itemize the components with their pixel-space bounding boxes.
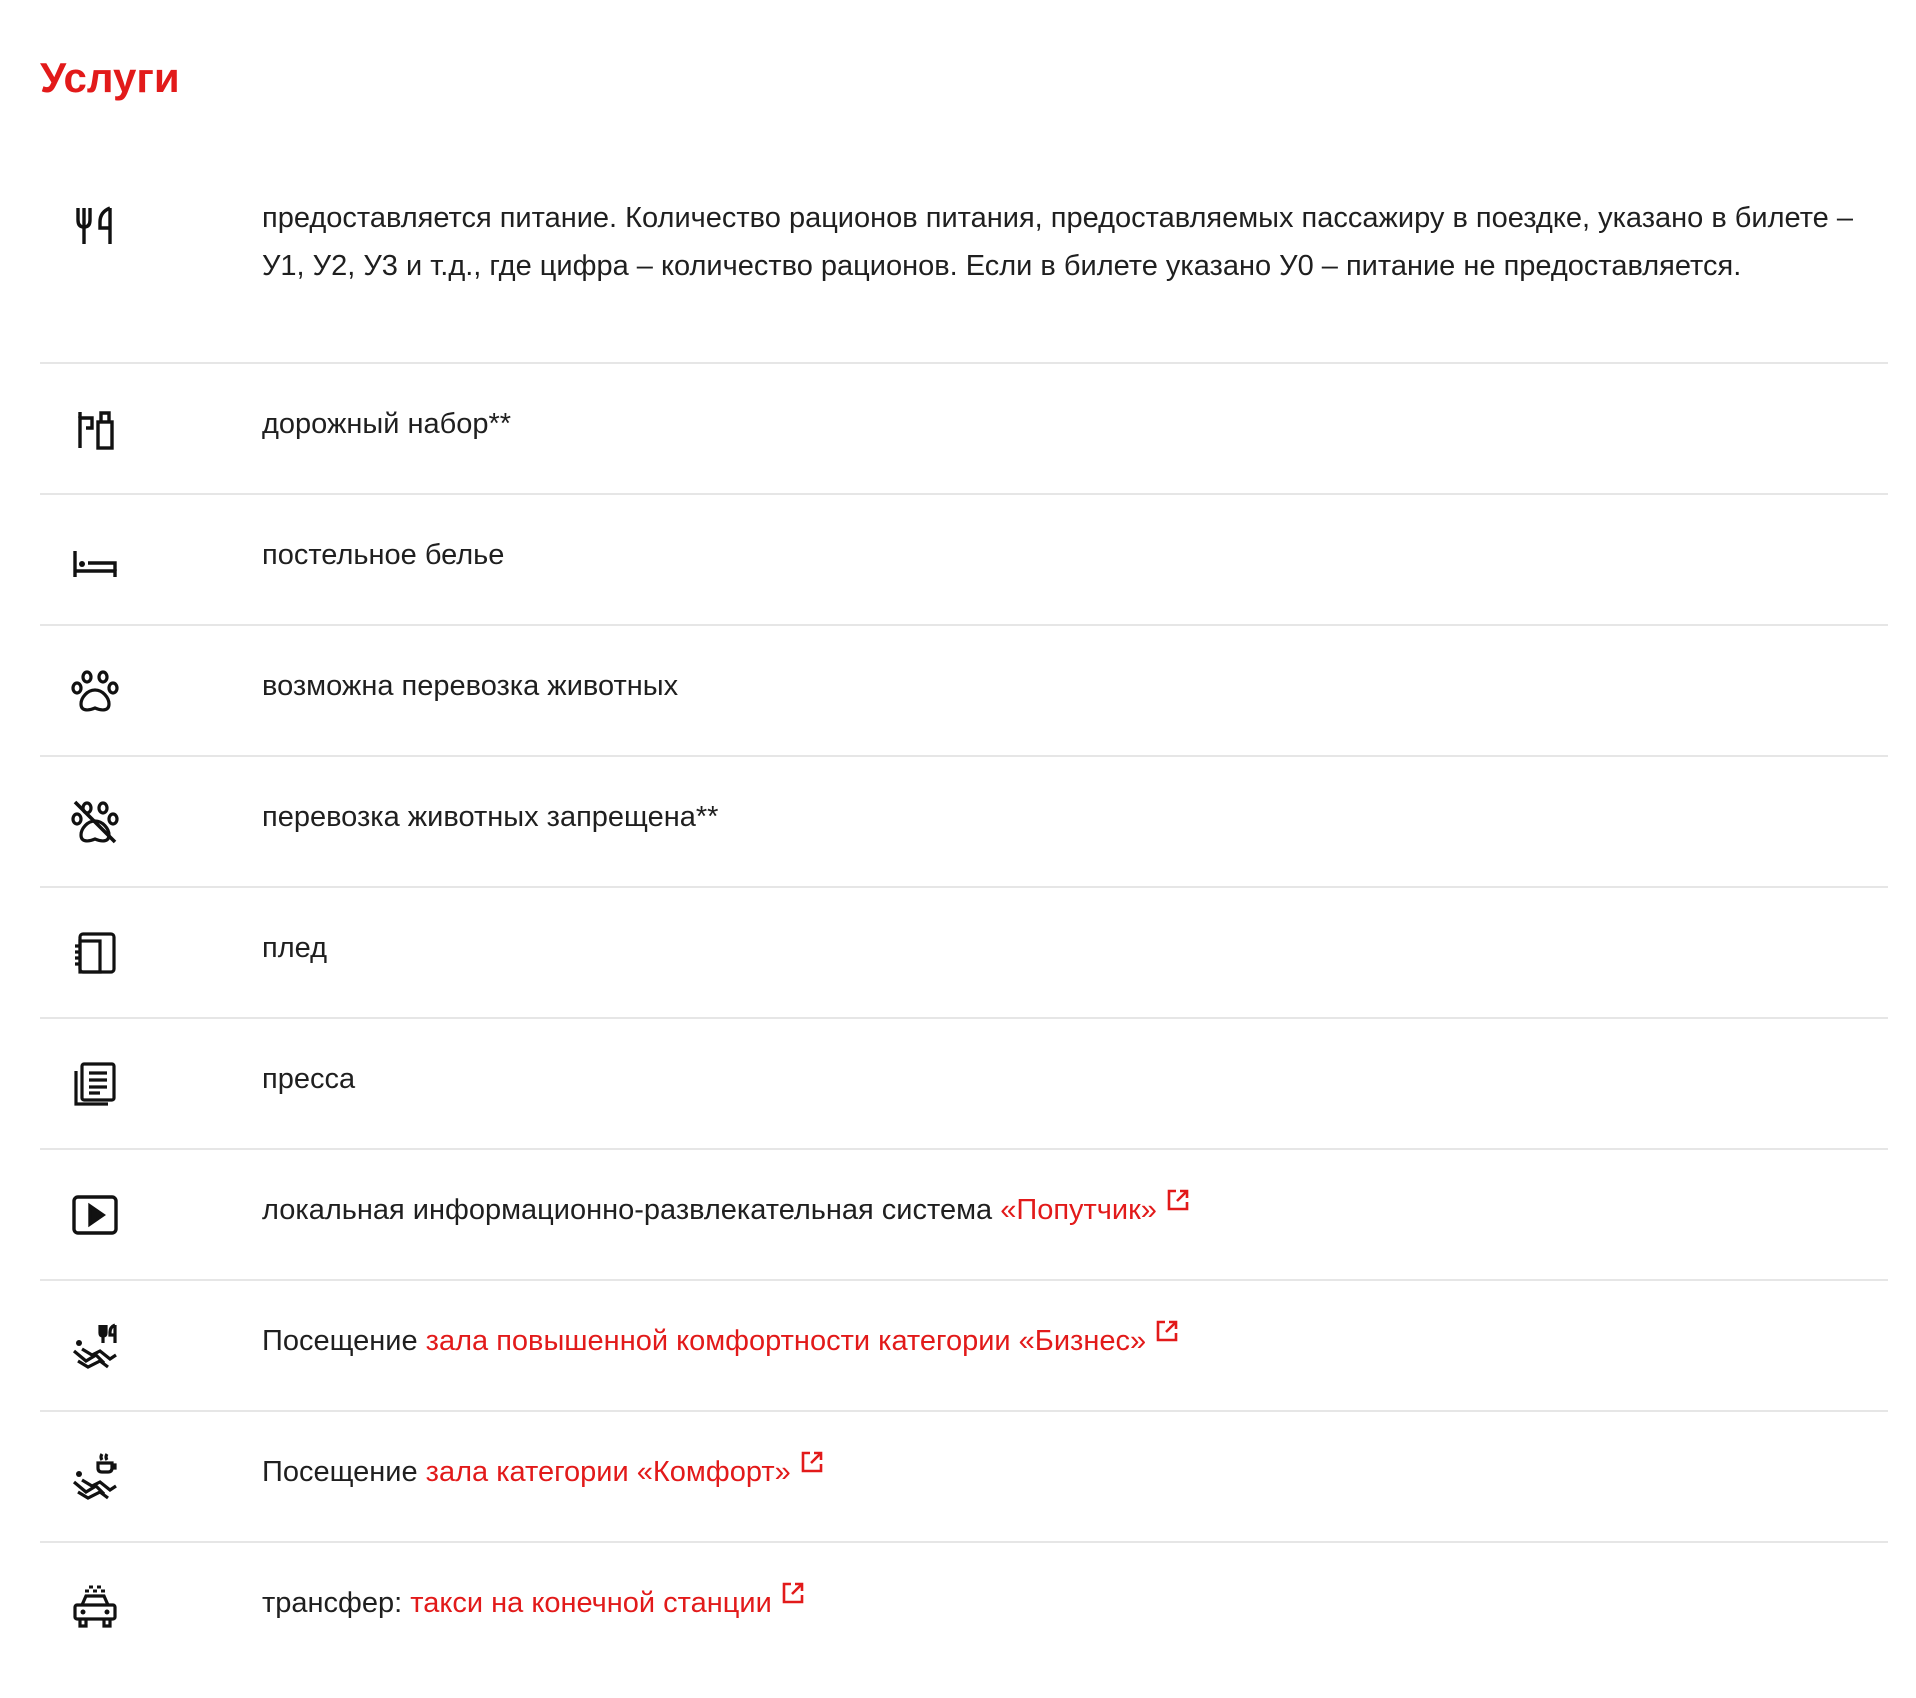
service-text-prefix: Посещение xyxy=(262,1325,426,1357)
cutlery-icon xyxy=(70,200,120,250)
service-item-blanket xyxy=(40,888,1888,1019)
external-link-icon[interactable] xyxy=(799,1449,825,1475)
service-item-taxi xyxy=(40,1543,1888,1663)
poputchik-link[interactable]: «Попутчик» xyxy=(1000,1194,1157,1226)
service-item-press xyxy=(40,1019,1888,1150)
blanket-icon xyxy=(70,928,120,978)
service-text xyxy=(262,1186,1888,1234)
service-text: дорожный набор** xyxy=(262,408,512,440)
service-item-comfort-lounge xyxy=(40,1412,1888,1543)
taxi-icon xyxy=(70,1583,120,1633)
comfort-lounge-icon xyxy=(70,1452,120,1502)
newspaper-icon xyxy=(70,1059,120,1109)
service-text xyxy=(262,1448,1888,1496)
external-link-icon[interactable] xyxy=(780,1580,806,1606)
service-text xyxy=(262,1579,1888,1627)
external-link-icon[interactable] xyxy=(1165,1187,1191,1213)
service-text-prefix: локальная информационно-развлекательная система xyxy=(262,1194,1001,1226)
service-text: перевозка животных запрещена** xyxy=(262,801,719,833)
service-text: плед xyxy=(262,932,328,964)
no-pets-icon xyxy=(70,797,120,847)
services-list xyxy=(40,158,1888,1663)
service-text: предоставляется питание. Количество рационов питания, предоставляемых пассажиру в поездке, указано в билете – У1, У2, У3 и т.д., где цифра – количество рационов. Если в билете указано У0 – питание не предоставляется. xyxy=(262,202,1853,282)
business-lounge-icon xyxy=(70,1321,120,1371)
service-text xyxy=(262,1317,1888,1365)
business-lounge-link[interactable]: зала повышенной комфортности категории «Бизнес» xyxy=(425,1325,1147,1357)
section-title: Услуги xyxy=(40,54,180,101)
taxi-link[interactable]: такси на конечной станции xyxy=(410,1587,772,1619)
service-text: постельное белье xyxy=(262,539,505,571)
service-item-meals xyxy=(40,158,1888,364)
service-text: возможна перевозка животных xyxy=(262,670,679,702)
service-text: пресса xyxy=(262,1063,356,1095)
paw-icon xyxy=(70,666,120,716)
bed-icon xyxy=(70,535,120,585)
service-item-bed-linen xyxy=(40,495,1888,626)
external-link-icon[interactable] xyxy=(1154,1318,1180,1344)
service-item-business-lounge xyxy=(40,1281,1888,1412)
service-item-pets-forbidden xyxy=(40,757,1888,888)
service-item-pets-allowed xyxy=(40,626,1888,757)
play-icon xyxy=(70,1190,120,1240)
comfort-lounge-link[interactable]: зала категории «Комфорт» xyxy=(425,1456,791,1488)
service-text-prefix: Посещение xyxy=(262,1456,426,1488)
service-item-entertainment xyxy=(40,1150,1888,1281)
service-item-travel-kit xyxy=(40,364,1888,495)
service-text-prefix: трансфер: xyxy=(262,1587,411,1619)
travel-kit-icon xyxy=(70,404,120,454)
